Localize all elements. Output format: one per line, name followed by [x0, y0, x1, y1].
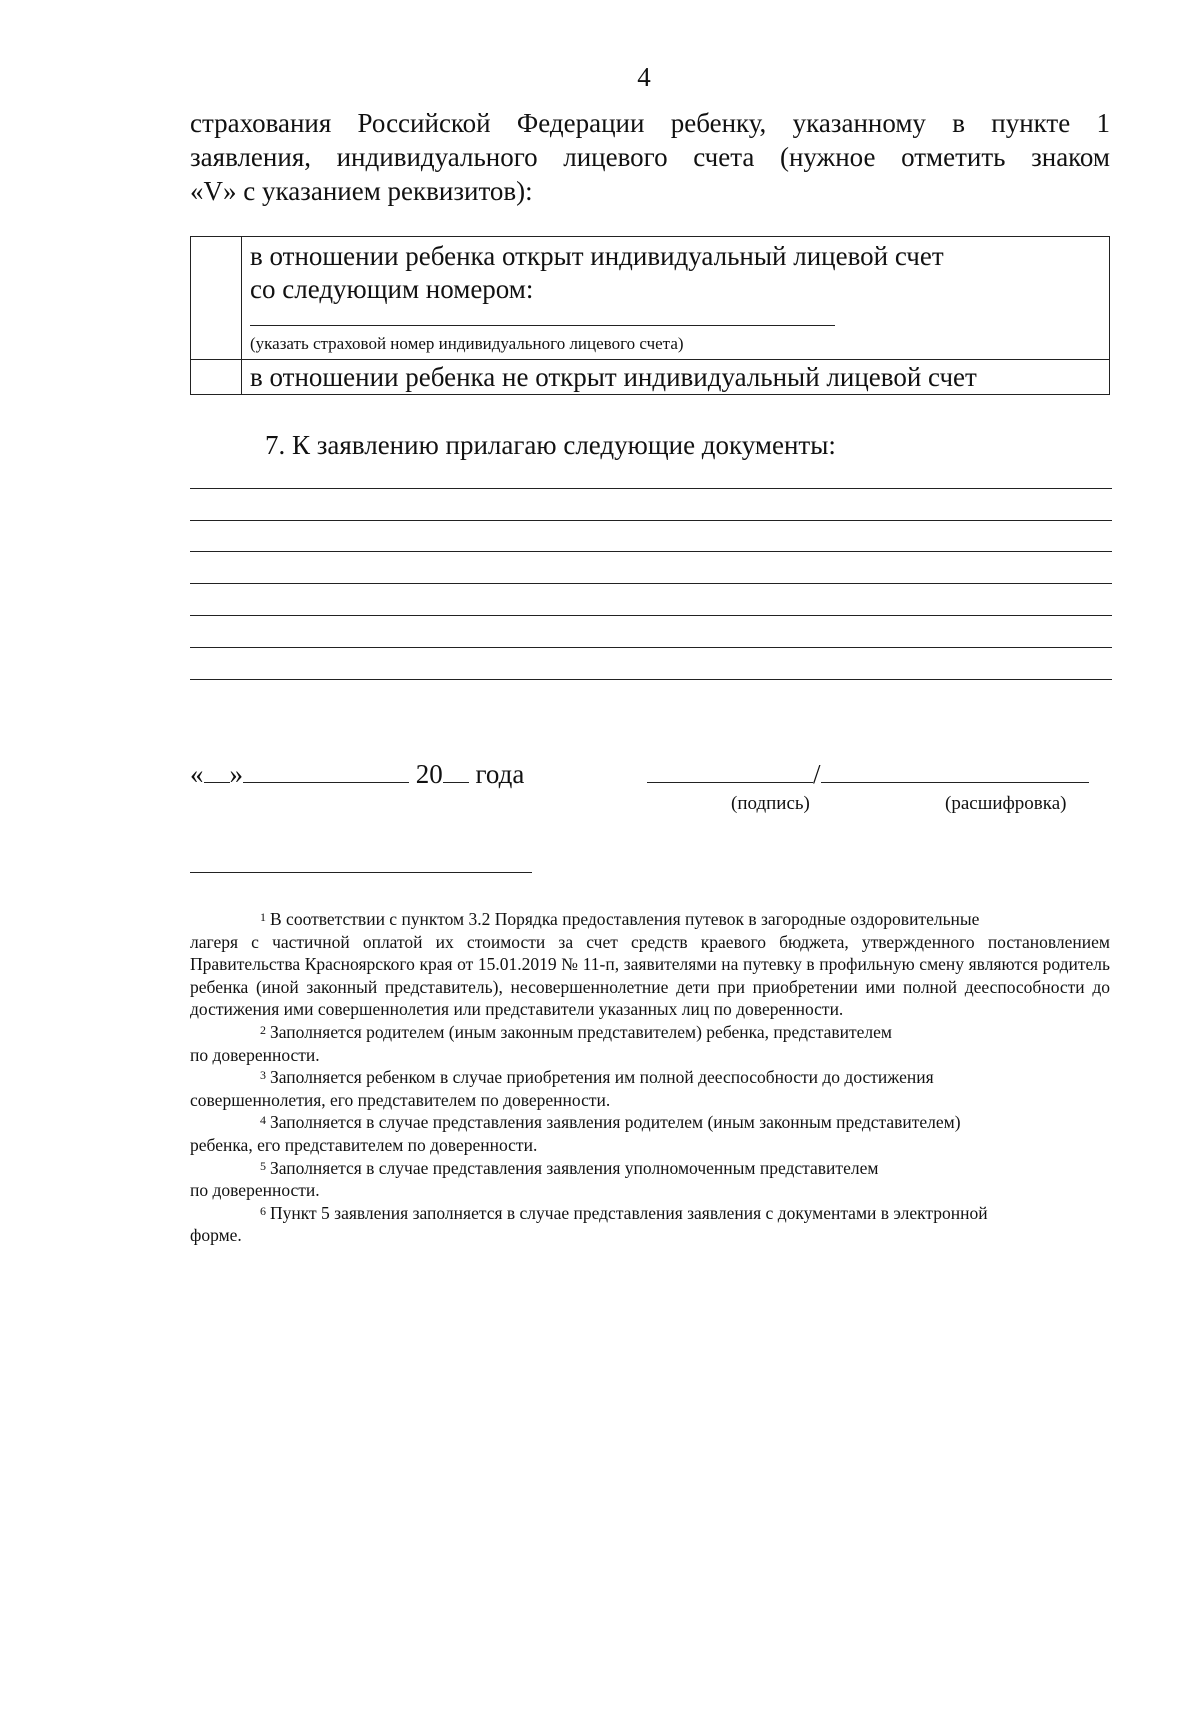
intro-line: «V» с указанием реквизитов):	[190, 176, 533, 206]
snils-not-open-label: в отношении ребенка не открыт индивидуальный лицевой счет	[250, 362, 977, 392]
footnote-text: Заполняется в случае представления заявления уполномоченным представителем	[270, 1157, 879, 1178]
document-entry-line[interactable]	[190, 551, 1112, 552]
footnote	[190, 1021, 1110, 1066]
page-number: 4	[637, 62, 651, 92]
document-entry-line[interactable]	[190, 488, 1112, 489]
footnote-mark: 4	[260, 1113, 266, 1128]
decoding-line[interactable]	[821, 758, 1089, 783]
snils-open-checkbox[interactable]	[191, 237, 242, 360]
snils-options-table	[190, 236, 1110, 395]
signature-line[interactable]	[647, 758, 813, 783]
snils-option-not-open-row	[191, 360, 1110, 395]
footnote-mark: 3	[260, 1068, 266, 1083]
snils-open-label-line2: со следующим номером:	[250, 274, 534, 304]
snils-not-open-text-cell	[242, 360, 1110, 395]
footnote-separator	[190, 872, 532, 873]
footnote	[190, 1157, 1110, 1202]
snils-number-caption: (указать страховой номер индивидуального лицевого счета)	[250, 334, 684, 353]
snils-open-label-line1: в отношении ребенка открыт индивидуальный лицевой счет	[250, 241, 944, 271]
snils-option-open-row	[191, 237, 1110, 360]
footnote-text: ребенка, его представителем по доверенности.	[190, 1134, 538, 1155]
intro-line: страхования Российской Федерации ребенку, указанному в пункте 1	[190, 108, 1110, 138]
footnote-mark: 6	[260, 1203, 266, 1218]
footnote-text: Заполняется ребенком в случае приобретения им полной дееспособности до достижения	[270, 1067, 934, 1088]
footnote-text: В соответствии с пунктом 3.2 Порядка предоставления путевок в загородные оздоровительные	[270, 909, 980, 929]
signature-caption: (подпись)	[731, 793, 810, 814]
documents-heading: 7. К заявлению прилагаю следующие документы:	[265, 430, 836, 460]
date-close-quote: »	[229, 759, 243, 789]
footnote-text: лагеря с частичной оплатой их стоимости за счет средств краевого бюджета, утвержденного постановлением Правительства Красноярского края от 15.01.2019 № 11-п, заявителями на путевку в профильную смену являются родитель ребенка (иной законный представитель), несовершеннолетние дети при приобретении ими полной дееспособности до достижения ими совершеннолетия или представители указанных лиц по доверенности.	[190, 931, 1110, 1020]
document-entry-line[interactable]	[190, 583, 1112, 584]
document-entry-line[interactable]	[190, 520, 1112, 521]
footnote-mark: 1	[260, 910, 266, 924]
footnote	[190, 1111, 1110, 1156]
date-field	[190, 757, 524, 791]
footnotes	[190, 908, 1110, 1247]
footnote-text: форме.	[190, 1225, 242, 1246]
footnote-text: совершеннолетия, его представителем по доверенности.	[190, 1089, 611, 1110]
footnote-mark: 5	[260, 1158, 266, 1173]
footnote-text: Пункт 5 заявления заполняется в случае представления заявления с документами в электронной	[270, 1202, 988, 1223]
document-entry-line[interactable]	[190, 679, 1112, 680]
footnote-text: Заполняется в случае представления заявления родителем (иным законным представителем)	[270, 1112, 961, 1133]
intro-paragraph	[190, 106, 1110, 208]
year-prefix: 20	[415, 759, 443, 789]
document-entry-line[interactable]	[190, 615, 1112, 616]
footnote	[190, 908, 1110, 1021]
footnote-mark: 2	[260, 1022, 266, 1037]
month-field[interactable]	[243, 758, 409, 783]
footnote-text: по доверенности.	[190, 1044, 320, 1065]
footnote-text: по доверенности.	[190, 1180, 320, 1201]
intro-line: заявления, индивидуального лицевого счета (нужное отметить знаком	[190, 142, 1110, 172]
date-open-quote: «	[190, 759, 204, 789]
footnote-text: Заполняется родителем (иным законным представителем) ребенка, представителем	[270, 1021, 892, 1042]
document-entry-line[interactable]	[190, 647, 1112, 648]
snils-not-open-checkbox[interactable]	[191, 360, 242, 395]
decoding-caption: (расшифровка)	[945, 793, 1067, 814]
day-field[interactable]	[204, 758, 230, 783]
footnote	[190, 1066, 1110, 1111]
snils-open-text-cell	[242, 237, 1110, 360]
year-suffix: года	[475, 759, 525, 789]
signature-slash: /	[813, 759, 821, 789]
signature-field	[647, 757, 1089, 791]
year-field[interactable]	[443, 758, 469, 783]
snils-number-field[interactable]	[250, 325, 835, 326]
footnote	[190, 1202, 1110, 1247]
